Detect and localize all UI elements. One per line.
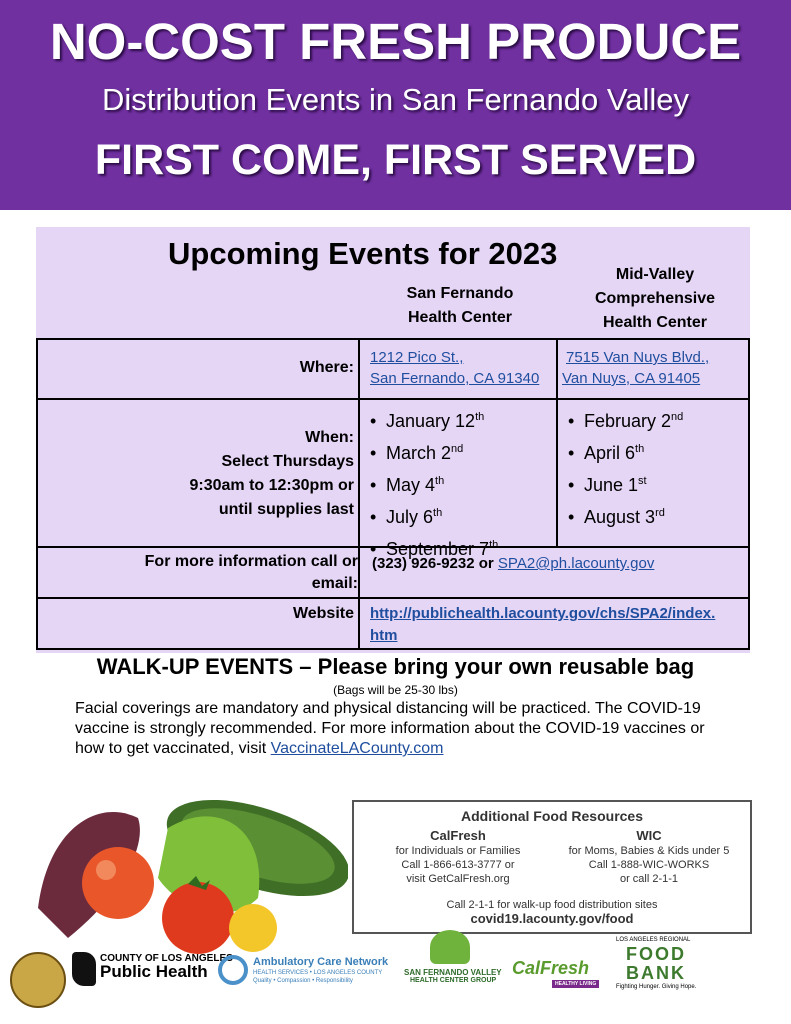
sfv-text: SAN FERNANDO VALLEY (404, 968, 502, 977)
col1-address-line[interactable]: 1212 Pico St., (370, 349, 464, 366)
date-item: • January 12th (370, 403, 498, 435)
website-label: Website (292, 605, 354, 622)
date-item: • September 7th (370, 531, 498, 563)
calfresh-tag: HEALTHY LIVING (552, 980, 599, 988)
when-label-line: Select Thursdays (221, 453, 354, 470)
col2-address-line[interactable]: Van Nuys, CA 91405 (562, 370, 701, 387)
when-label (40, 426, 354, 522)
col2-address[interactable] (562, 347, 709, 389)
col1-address[interactable] (370, 347, 539, 389)
website-url-line[interactable]: htm (370, 627, 398, 644)
resources-footer-url: covid19.lacounty.gov/food (470, 911, 634, 926)
sfv-tree-icon (430, 930, 470, 964)
date-item: • May 4th (370, 467, 498, 499)
table-border (358, 338, 360, 650)
info-phone: (323) 926-9232 or (372, 555, 498, 572)
public-health-icon (72, 952, 96, 986)
col1-header-line: San Fernando (406, 285, 514, 302)
table-border (748, 338, 750, 650)
ph-text: Public Health (100, 962, 208, 981)
date-item: • July 6th (370, 499, 498, 531)
acn-icon (218, 955, 248, 985)
events-title: Upcoming Events for 2023 (168, 236, 558, 271)
col2-dates (568, 403, 683, 531)
ph-county-text: COUNTY OF LOS ANGELES (100, 953, 233, 964)
table-border (36, 338, 38, 650)
covid-text: Facial coverings are mandatory and physical distancing will be practiced. The COVID-19 vaccine is strongly recommended. For more information about the COVID-19 vaccines or how to get vaccinated, visit (75, 700, 705, 757)
col2-address-line[interactable]: 7515 Van Nuys Blvd., (566, 349, 710, 366)
col2-header-line: Health Center (602, 314, 708, 331)
vegetables-image (28, 788, 348, 956)
date-item: • March 2nd (370, 435, 498, 467)
calfresh-line: Call 1-866-613-3777 or (401, 859, 515, 871)
foodbank-bank: BANK (626, 963, 686, 983)
banner-title: NO-COST FRESH PRODUCE (49, 13, 742, 70)
table-border (36, 648, 750, 650)
info-email-link[interactable]: SPA2@ph.lacounty.gov (497, 555, 655, 572)
food-resources-box (352, 800, 752, 934)
county-seal-logo (10, 952, 66, 1008)
walkup-heading: WALK-UP EVENTS – Please bring your own reusable bag (96, 654, 695, 679)
resources-footer (354, 898, 750, 926)
col2-header-line: Mid-Valley (615, 266, 695, 283)
foodbank-food: FOOD (626, 944, 686, 964)
date-item: • June 1st (568, 467, 683, 499)
calfresh-info (368, 828, 548, 886)
col1-header (362, 282, 558, 330)
wic-info (554, 828, 744, 886)
banner-tagline: FIRST COME, FIRST SERVED (94, 136, 697, 184)
when-label-line: When: (305, 429, 354, 446)
col2-header-line: Comprehensive (594, 290, 716, 307)
bag-weight-note: (Bags will be 25-30 lbs) (333, 683, 458, 697)
when-label-line: 9:30am to 12:30pm or (189, 477, 354, 494)
foodbank-region: LOS ANGELES REGIONAL (616, 937, 691, 943)
wic-line: Call 1-888-WIC-WORKS (588, 859, 710, 871)
website-link[interactable] (370, 603, 715, 647)
table-border (36, 398, 750, 400)
sfv-text-2: HEALTH CENTER GROUP (410, 977, 497, 984)
table-border (36, 338, 750, 340)
info-label-line: For more information call or (144, 553, 358, 570)
table-border (36, 597, 750, 599)
wic-line: for Moms, Babies & Kids under 5 (568, 845, 730, 857)
when-label-line: until supplies last (218, 501, 354, 518)
calfresh-logo: CalFresh (512, 958, 590, 978)
resources-footer-line: Call 2-1-1 for walk-up food distribution sites (446, 899, 658, 911)
calfresh-heading: CalFresh (430, 828, 486, 843)
acn-sub: HEALTH SERVICES • LOS ANGELES COUNTY (253, 970, 383, 976)
info-contact (372, 553, 654, 574)
where-label: Where: (299, 359, 354, 376)
calfresh-line: visit GetCalFresh.org (406, 873, 510, 885)
calfresh-line: for Individuals or Families (395, 845, 521, 857)
vaccinate-link[interactable]: VaccinateLACounty.com (270, 740, 444, 757)
resources-title: Additional Food Resources (460, 808, 643, 824)
date-item: • August 3rd (568, 499, 683, 531)
col2-header (560, 263, 750, 335)
acn-motto: Quality • Compassion • Responsibility (253, 978, 353, 984)
wic-heading: WIC (636, 828, 662, 843)
table-border (556, 338, 558, 548)
foodbank-motto: Fighting Hunger. Giving Hope. (616, 984, 697, 990)
banner-subtitle: Distribution Events in San Fernando Valley (101, 82, 690, 117)
info-label (40, 551, 358, 595)
col1-header-line: Health Center (407, 309, 513, 326)
header-banner (0, 0, 791, 210)
covid-paragraph (75, 699, 735, 759)
website-url-line[interactable]: http://publichealth.lacounty.gov/chs/SPA2/index. (370, 605, 716, 622)
date-item: • February 2nd (568, 403, 683, 435)
acn-name: Ambulatory Care Network (253, 956, 389, 968)
col1-dates (370, 403, 498, 563)
col1-address-line[interactable]: San Fernando, CA 91340 (370, 370, 540, 387)
info-label-line: email: (311, 575, 358, 592)
date-item: • April 6th (568, 435, 683, 467)
wic-line: or call 2-1-1 (619, 873, 679, 885)
